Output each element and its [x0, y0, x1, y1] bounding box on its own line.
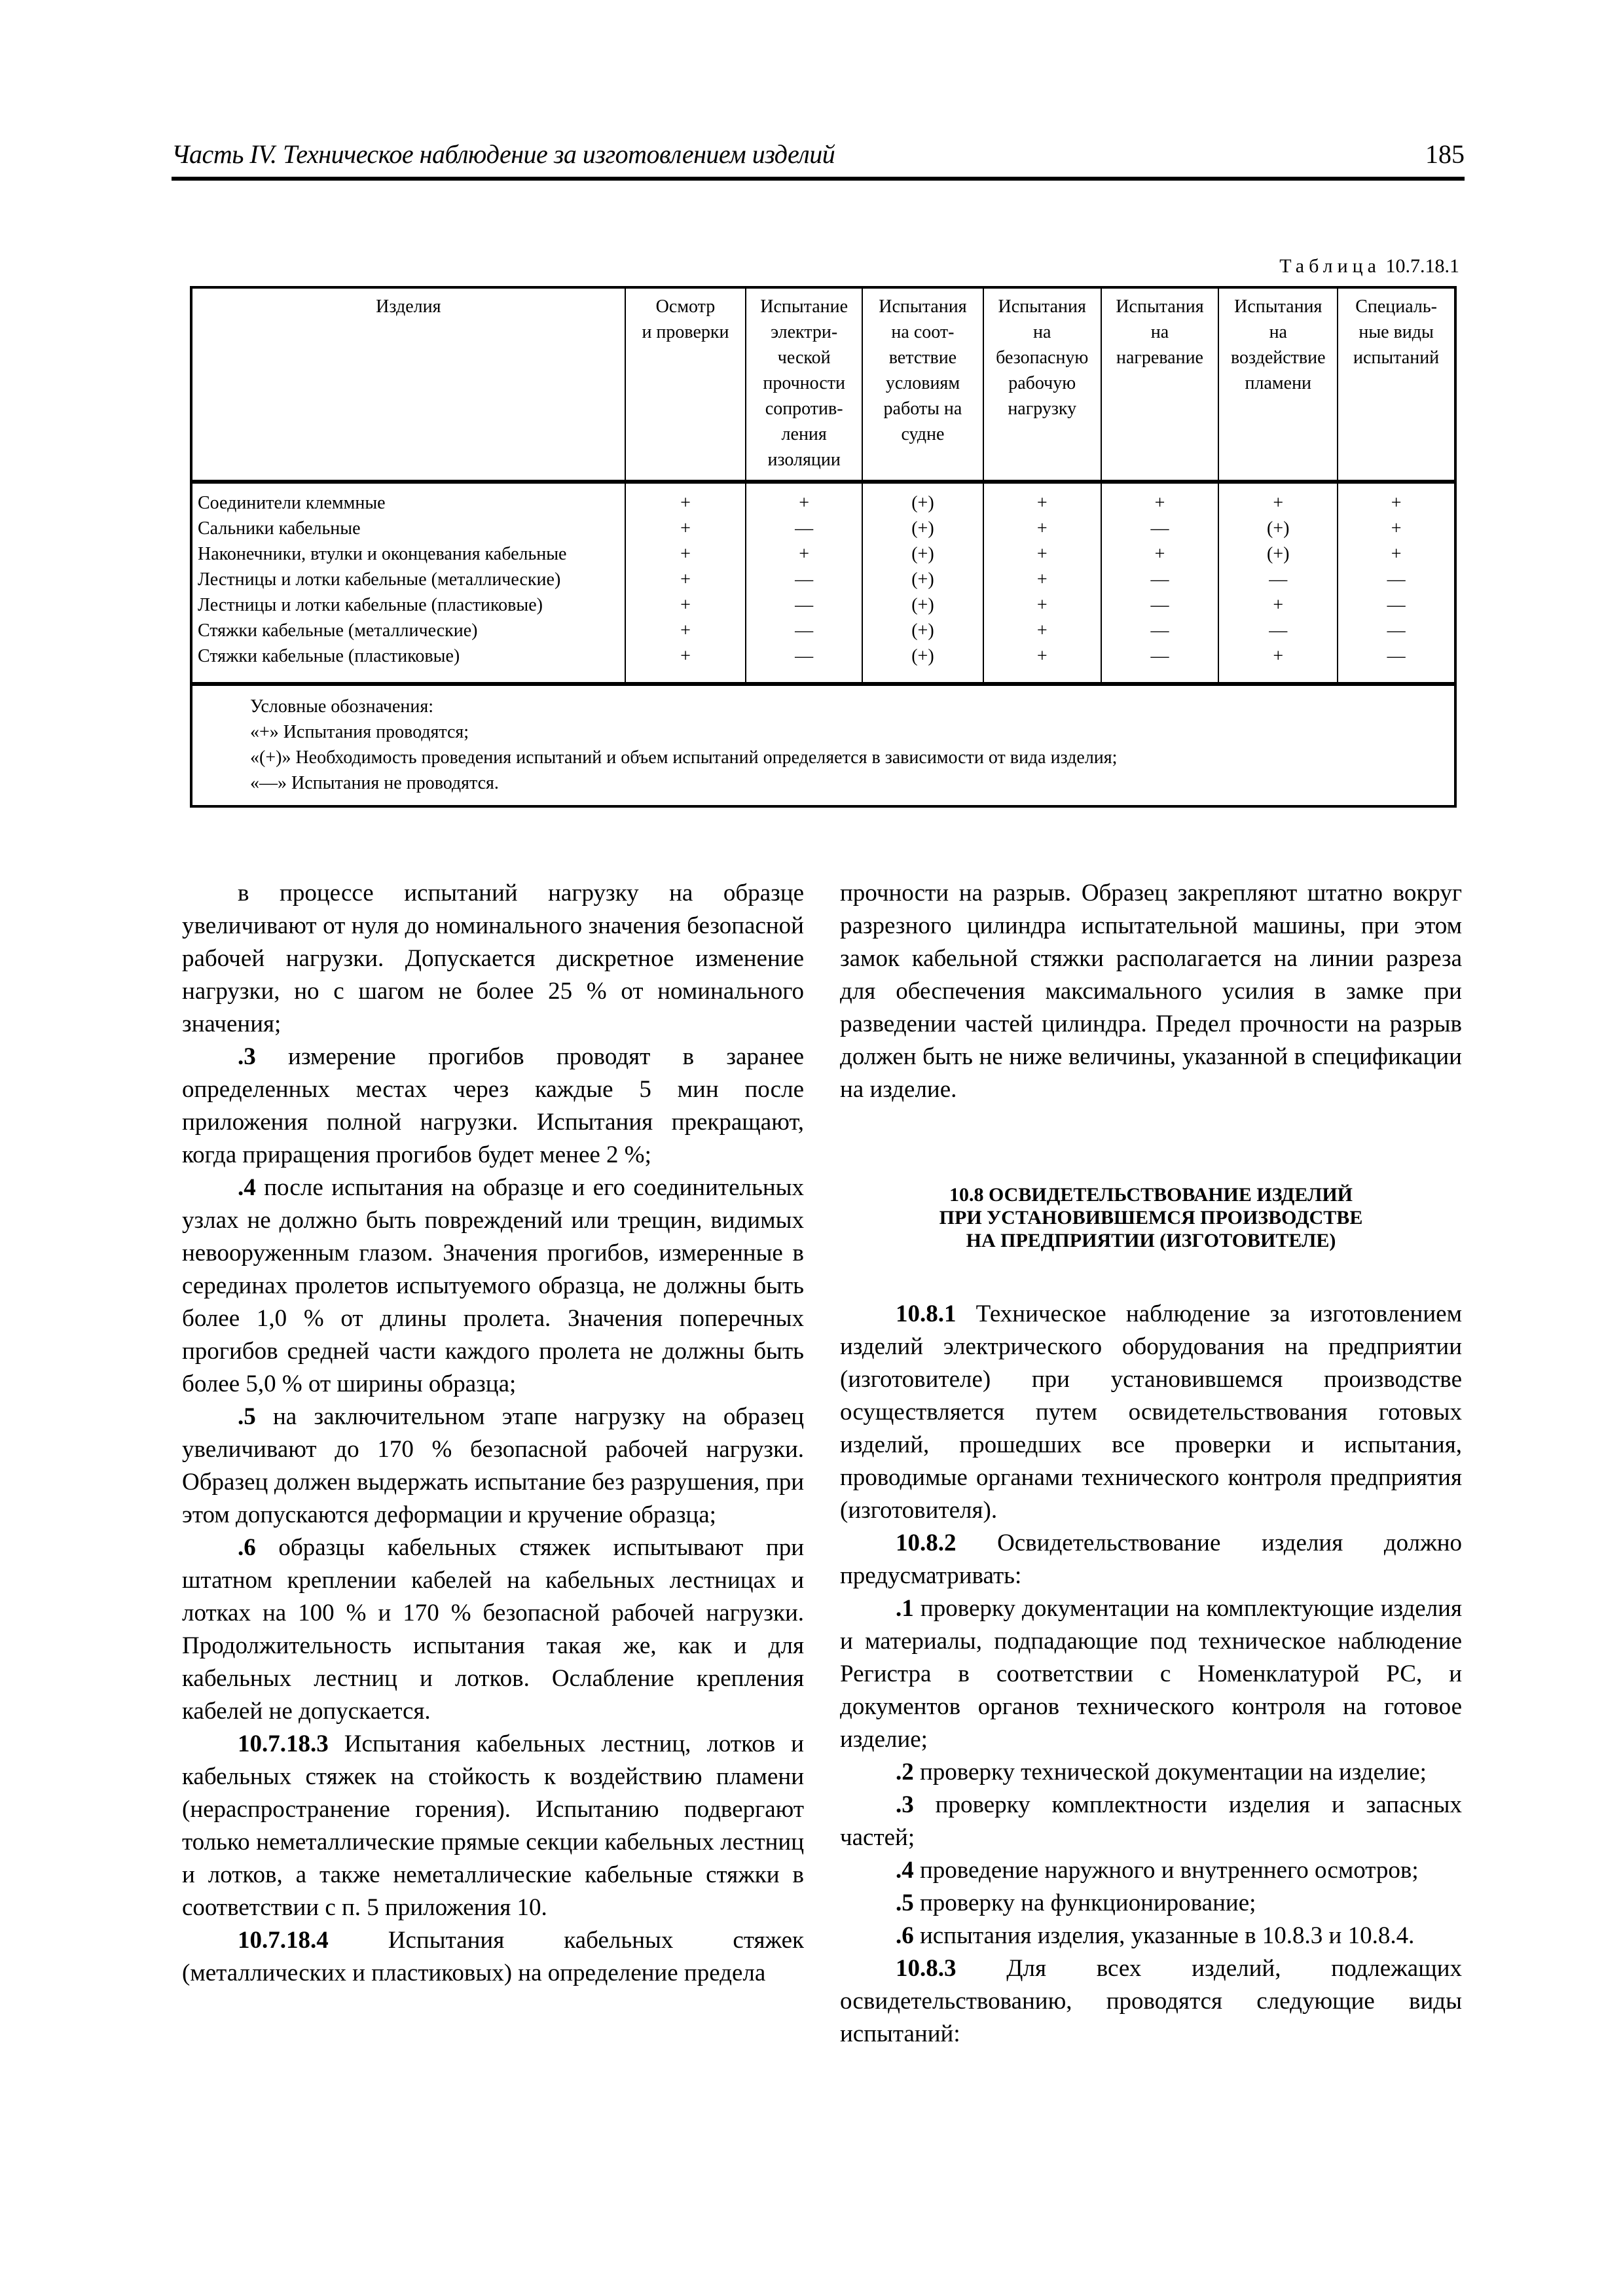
- row-name: Стяжки кабельные (металлические): [191, 618, 625, 643]
- spacer: [840, 1106, 1462, 1183]
- test-mark: —: [1218, 567, 1338, 592]
- test-mark: +: [746, 541, 862, 567]
- row-name: Лестницы и лотки кабельные (пластиковые): [191, 592, 625, 618]
- item-number: 10.7.18.4: [238, 1927, 329, 1954]
- test-mark: —: [1338, 618, 1455, 643]
- test-mark: +: [1218, 592, 1338, 618]
- section-heading: 10.8 ОСВИДЕТЕЛЬСТВОВАНИЕ ИЗДЕЛИЙ: [949, 1184, 1353, 1206]
- column-header-line: на соот-: [891, 322, 955, 342]
- column-header: [862, 287, 983, 482]
- test-mark: —: [1338, 592, 1455, 618]
- test-mark: +: [983, 592, 1101, 618]
- column-header-line: пламени: [1245, 373, 1312, 393]
- paragraph-text: Для всех изделий, подлежащих освидетельствованию, проводятся следующие виды испытаний:: [840, 1955, 1462, 2047]
- test-mark: +: [1101, 541, 1219, 567]
- tests-table: [190, 286, 1457, 808]
- test-mark: +: [625, 592, 746, 618]
- column-header-line: Испытания: [998, 296, 1086, 317]
- test-mark: (+): [1218, 516, 1338, 541]
- column-header: [1218, 287, 1338, 482]
- paragraph: [182, 1924, 804, 1990]
- column-header-line: условиям: [885, 373, 960, 393]
- paragraph: [182, 1728, 804, 1924]
- section-heading: ПРИ УСТАНОВИВШЕМСЯ ПРОИЗВОДСТВЕ: [939, 1207, 1363, 1229]
- column-header-line: нагревание: [1116, 348, 1203, 368]
- paragraph-text: измерение прогибов проводят в заранее определенных местах через каждые 5 мин после приложения полной нагрузки. Испытания прекращают, когда приращения прогибов будет менее 2 %;: [182, 1043, 804, 1168]
- test-mark: +: [625, 618, 746, 643]
- paragraph: [840, 1952, 1462, 2051]
- column-header-line: и проверки: [642, 322, 729, 342]
- column-header-line: электри-: [771, 322, 838, 342]
- test-mark: +: [625, 541, 746, 567]
- test-mark: +: [625, 567, 746, 592]
- test-mark: +: [625, 516, 746, 541]
- paragraph-text: Испытания кабельных стяжек (металлических и пластиковых) на определение предела: [182, 1927, 804, 1986]
- test-mark: +: [625, 643, 746, 684]
- item-number: 10.8.2: [896, 1530, 957, 1556]
- paragraph-text: образцы кабельных стяжек испытывают при штатном креплении кабелей на кабельных лестницах и лотках на 100 % и 170 % безопасной рабочей нагрузки. Продолжительность испытания такая же, как и для кабельных лестниц и лотков. Ослабление крепления кабелей не допускается.: [182, 1534, 804, 1725]
- paragraph-continuation: прочности на разрыв. Образец закрепляют штатно вокруг разрезного цилиндра испытательной машины, при этом замок кабельной стяжки располагается на линии разреза для обеспечения максимального усилия в замке при разведении частей цилиндра. Предел прочности на разрыв должен быть не ниже величины, указанной в спецификации на изделие.: [840, 880, 1462, 1103]
- test-mark: +: [1338, 516, 1455, 541]
- row-name: Лестницы и лотки кабельные (металлические): [191, 567, 625, 592]
- column-header-line: на: [1033, 322, 1051, 342]
- item-number: .6: [896, 1922, 914, 1949]
- table-body: [191, 482, 1455, 684]
- column-header-line: Испытание: [760, 296, 848, 317]
- left-text-column: [182, 877, 804, 1990]
- column-header-line: ные виды: [1359, 322, 1434, 342]
- test-mark: —: [1101, 567, 1219, 592]
- column-header-line: Изделия: [376, 296, 441, 317]
- test-mark: —: [746, 592, 862, 618]
- test-mark: —: [746, 643, 862, 684]
- item-number: .4: [238, 1174, 256, 1201]
- test-mark: (+): [862, 567, 983, 592]
- paragraph: [840, 1592, 1462, 1756]
- test-mark: +: [983, 541, 1101, 567]
- column-header-line: рабочую: [1008, 373, 1076, 393]
- table-header-row: [191, 287, 1455, 482]
- row-name: Сальники кабельные: [191, 516, 625, 541]
- test-mark: +: [746, 482, 862, 516]
- legend-line: «—» Испытания не проводятся.: [250, 773, 499, 793]
- table-row: [191, 592, 1455, 618]
- test-mark: +: [983, 516, 1101, 541]
- test-mark: —: [1338, 643, 1455, 684]
- test-mark: +: [1218, 482, 1338, 516]
- paragraph-text: проведение наружного и внутреннего осмотров;: [913, 1857, 1419, 1884]
- table-caption-label: Таблица: [1279, 255, 1381, 277]
- paragraph-text: в процессе испытаний нагрузку на образце увеличивают от нуля до номинального значения безопасной рабочей нагрузки. Допускается дискретное изменение нагрузки, но с шагом не более 25 % от номинального значения;: [182, 880, 804, 1037]
- item-number: .5: [896, 1890, 914, 1916]
- item-number: .3: [238, 1043, 256, 1070]
- table-row: [191, 643, 1455, 684]
- item-number: .3: [896, 1791, 914, 1818]
- column-header-line: на: [1269, 322, 1287, 342]
- test-mark: —: [1101, 618, 1219, 643]
- item-number: .1: [896, 1595, 914, 1622]
- paragraph: [840, 1789, 1462, 1854]
- paragraph-text: проверку комплектности изделия и запасных частей;: [840, 1791, 1462, 1851]
- column-header-line: прочности: [763, 373, 845, 393]
- column-header-line: Испытания: [879, 296, 967, 317]
- item-number: .5: [238, 1403, 256, 1430]
- paragraph: [840, 1920, 1462, 1952]
- column-header-line: сопротив-: [765, 399, 843, 419]
- table-row: [191, 567, 1455, 592]
- test-mark: +: [625, 482, 746, 516]
- test-mark: +: [1338, 541, 1455, 567]
- test-mark: —: [1101, 592, 1219, 618]
- item-number: .4: [896, 1857, 914, 1884]
- test-mark: —: [1101, 643, 1219, 684]
- header-title: Часть IV. Техническое наблюдение за изготовлением изделий: [172, 139, 835, 169]
- spacer: [840, 1252, 1462, 1298]
- test-mark: —: [746, 618, 862, 643]
- row-name: Наконечники, втулки и оконцевания кабельные: [191, 541, 625, 567]
- column-header-line: на: [1150, 322, 1169, 342]
- test-mark: (+): [862, 592, 983, 618]
- paragraph-text: проверку документации на комплектующие изделия и материалы, подпадающие под техническое наблюдение Регистра в соответствии с Номенклатурой РС, и документов органов технического контроля на готовое изделие;: [840, 1595, 1462, 1753]
- row-name: Соединители клеммные: [191, 482, 625, 516]
- column-header-line: изоляции: [767, 450, 841, 470]
- paragraph-text: после испытания на образце и его соединительных узлах не должно быть повреждений или трещин, видимых невооруженным глазом. Значения прогибов, измеренные в серединах пролетов испытуемого образца, не должны быть более 1,0 % от длины пролета. Значения поперечных прогибов средней части каждого пролета не должны быть более 5,0 % от ширины образца;: [182, 1174, 804, 1397]
- paragraph: [182, 1041, 804, 1172]
- page-number: 185: [1425, 139, 1465, 169]
- row-name: Стяжки кабельные (пластиковые): [191, 643, 625, 684]
- column-header-line: Осмотр: [655, 296, 716, 317]
- test-mark: (+): [862, 643, 983, 684]
- test-mark: —: [1101, 516, 1219, 541]
- right-text-column: [840, 877, 1462, 2051]
- table-row: [191, 516, 1455, 541]
- table-legend: [191, 684, 1455, 806]
- section-heading: НА ПРЕДПРИЯТИИ (ИЗГОТОВИТЕЛЕ): [966, 1230, 1336, 1251]
- paragraph-text: на заключительном этапе нагрузку на образец увеличивают до 170 % безопасной рабочей нагрузки. Образец должен выдержать испытание без разрушения, при этом допускаются деформации и кручение образца;: [182, 1403, 804, 1528]
- test-mark: (+): [862, 541, 983, 567]
- column-header: [191, 287, 625, 482]
- column-header-line: Испытания: [1234, 296, 1322, 317]
- test-mark: (+): [1218, 541, 1338, 567]
- test-mark: +: [983, 567, 1101, 592]
- header-rule: [172, 177, 1465, 181]
- paragraph: [840, 1298, 1462, 1527]
- item-number: 10.7.18.3: [238, 1731, 329, 1757]
- column-header-line: Специаль-: [1355, 296, 1437, 317]
- test-mark: +: [1101, 482, 1219, 516]
- test-mark: (+): [862, 618, 983, 643]
- test-mark: +: [1338, 482, 1455, 516]
- item-number: 10.8.1: [896, 1300, 957, 1327]
- column-header-line: ческой: [777, 348, 831, 368]
- item-number: .6: [238, 1534, 256, 1561]
- test-mark: —: [746, 567, 862, 592]
- column-header-line: нагрузку: [1008, 399, 1077, 419]
- table-row: [191, 482, 1455, 516]
- paragraph: [182, 1172, 804, 1401]
- column-header: [746, 287, 862, 482]
- paragraph: [840, 1887, 1462, 1920]
- column-header-line: работы на: [883, 399, 962, 419]
- paragraph: [182, 1532, 804, 1728]
- item-number: 10.8.3: [896, 1955, 957, 1982]
- column-header: [1338, 287, 1455, 482]
- column-header: [983, 287, 1101, 482]
- paragraph: [182, 877, 804, 1041]
- legend-line: «(+)» Необходимость проведения испытаний и объем испытаний определяется в зависимости от вида изделия;: [250, 747, 1118, 768]
- column-header: [625, 287, 746, 482]
- paragraph-text: испытания изделия, указанные в 10.8.3 и 10.8.4.: [913, 1922, 1415, 1949]
- column-header-line: безопасную: [996, 348, 1089, 368]
- paragraph-text: проверку на функционирование;: [913, 1890, 1256, 1916]
- test-mark: +: [1218, 643, 1338, 684]
- column-header-line: ветствие: [888, 348, 957, 368]
- test-mark: (+): [862, 482, 983, 516]
- paragraph-text: Освидетельствование изделия должно предусматривать:: [840, 1530, 1462, 1589]
- item-number: .2: [896, 1759, 914, 1785]
- column-header-line: судне: [901, 424, 945, 444]
- paragraph: [840, 1854, 1462, 1887]
- legend-line: Условные обозначения:: [250, 696, 434, 717]
- table-caption: [1279, 255, 1459, 278]
- test-mark: +: [983, 482, 1101, 516]
- paragraph-text: проверку технической документации на изделие;: [913, 1759, 1427, 1785]
- test-mark: —: [1218, 618, 1338, 643]
- paragraph: [182, 1401, 804, 1532]
- column-header: [1101, 287, 1219, 482]
- table-row: [191, 618, 1455, 643]
- legend-line: «+» Испытания проводятся;: [250, 722, 469, 742]
- table-row: [191, 541, 1455, 567]
- paragraph: [840, 1756, 1462, 1789]
- test-mark: (+): [862, 516, 983, 541]
- paragraph: [840, 1527, 1462, 1592]
- column-header-line: Испытания: [1116, 296, 1204, 317]
- column-header-line: испытаний: [1353, 348, 1440, 368]
- running-header: [172, 139, 1465, 178]
- table-caption-number: 10.7.18.1: [1385, 255, 1459, 277]
- test-mark: —: [746, 516, 862, 541]
- test-mark: —: [1338, 567, 1455, 592]
- column-header-line: ления: [781, 424, 827, 444]
- paragraph-text: Техническое наблюдение за изготовлением изделий электрического оборудования на предприятии (изготовителе) при установившемся производстве осуществляется путем освидетельствования готовых изделий, прошедших все проверки и испытания, проводимые органами технического контроля предприятия (изготовителя).: [840, 1300, 1462, 1524]
- paragraph-text: Испытания кабельных лестниц, лотков и кабельных стяжек на стойкость к воздействию пламени (нераспространение горения). Испытанию подвергают только неметаллические прямые секции кабельных лестниц и лотков, а также неметаллические кабельные стяжки в соответствии с п. 5 приложения 10.: [182, 1731, 804, 1921]
- test-mark: +: [983, 643, 1101, 684]
- test-mark: +: [983, 618, 1101, 643]
- column-header-line: воздействие: [1231, 348, 1326, 368]
